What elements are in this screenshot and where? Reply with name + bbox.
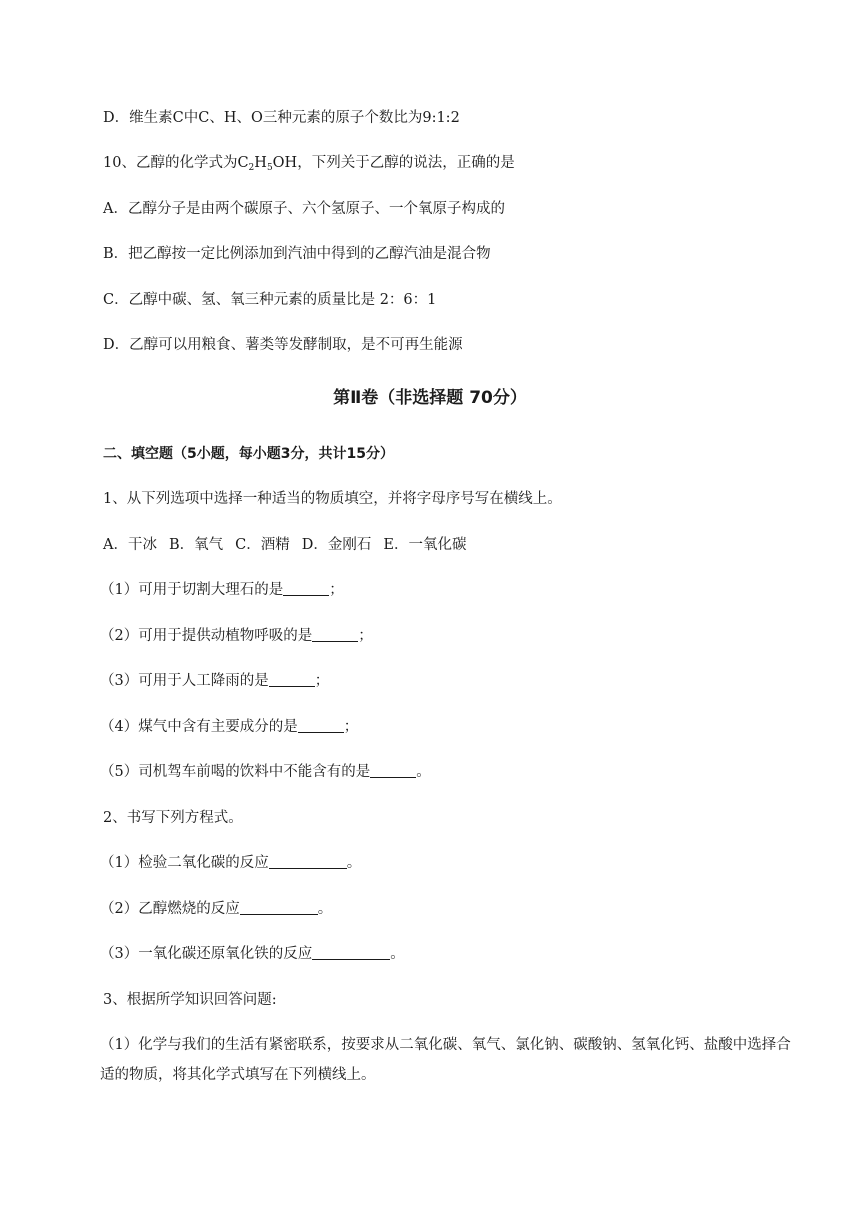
choice-b: B．氧气 (168, 537, 224, 553)
fill1-item-5: （5）司机驾车前喝的饮料中不能含有的是 。 (100, 764, 431, 780)
choice-e: E．一氧化碳 (383, 537, 467, 553)
q10-formula-sub2: 5 (266, 163, 273, 173)
q10-option-a: A．乙醇分子是由两个碳原子、六个氢原子、一个氧原子构成的 (103, 201, 505, 217)
answer-blank[interactable] (370, 763, 416, 778)
part2-title: 第Ⅱ卷（非选择题 70分） (333, 388, 527, 408)
fill1-item-2: （2）可用于提供动植物呼吸的是 ； (100, 628, 373, 644)
answer-blank[interactable] (283, 581, 329, 596)
fill1-item-1: （1）可用于切割大理石的是 ； (100, 582, 344, 598)
fill1-stem: 1、从下列选项中选择一种适当的物质填空，并将字母序号写在横线上。 (103, 491, 562, 507)
choice-d: D．金刚石 (301, 537, 372, 553)
answer-blank[interactable] (269, 854, 347, 869)
fill1-choices (103, 535, 466, 555)
answer-blank[interactable] (298, 718, 344, 733)
choice-c: C．酒精 (235, 537, 290, 553)
answer-blank[interactable] (312, 945, 390, 960)
fill3-item-1: （1）化学与我们的生活有紧密联系，按要求从二氧化碳、氧气、氯化钠、碳酸钠、氢氧化钙、盐酸中选择合适的物质，将其化学式填写在下列横线上。 (100, 1037, 791, 1083)
fill2-item-1: （1）检验二氧化碳的反应 。 (100, 855, 362, 871)
choice-a: A．干冰 (103, 537, 157, 553)
section2-heading: 二、填空题（5小题，每小题3分，共计15分） (103, 446, 394, 462)
q10-option-b: B．把乙醇按一定比例添加到汽油中得到的乙醇汽油是混合物 (103, 246, 491, 262)
answer-blank[interactable] (240, 900, 318, 915)
q10-option-c: C．乙醇中碳、氢、氧三种元素的质量比是 2：6：1 (103, 292, 437, 308)
q10-stem-suffix: OH，下列关于乙醇的说法，正确的是 (272, 155, 515, 171)
fill1-item-4: （4）煤气中含有主要成分的是 ； (100, 719, 359, 735)
q10-option-d: D．乙醇可以用粮食、薯类等发酵制取，是不可再生能源 (103, 337, 463, 353)
fill2-item-3: （3）一氧化碳还原氧化铁的反应 。 (100, 946, 405, 962)
answer-blank[interactable] (312, 627, 358, 642)
q10-stem-prefix: 10、乙醇的化学式为C (103, 155, 249, 171)
q10-formula-h: H (254, 155, 267, 171)
fill1-item-3: （3）可用于人工降雨的是 ； (100, 673, 330, 689)
q9-option-d: D．维生素C中C、H、O三种元素的原子个数比为9:1:2 (103, 110, 460, 126)
q10-formula-sub1: 2 (248, 163, 255, 173)
fill2-stem: 2、书写下列方程式。 (103, 810, 243, 826)
answer-blank[interactable] (269, 672, 315, 687)
fill3-stem: 3、根据所学知识回答问题: (103, 992, 277, 1008)
fill2-item-2: （2）乙醇燃烧的反应 。 (100, 901, 333, 917)
q10-stem (103, 153, 515, 173)
